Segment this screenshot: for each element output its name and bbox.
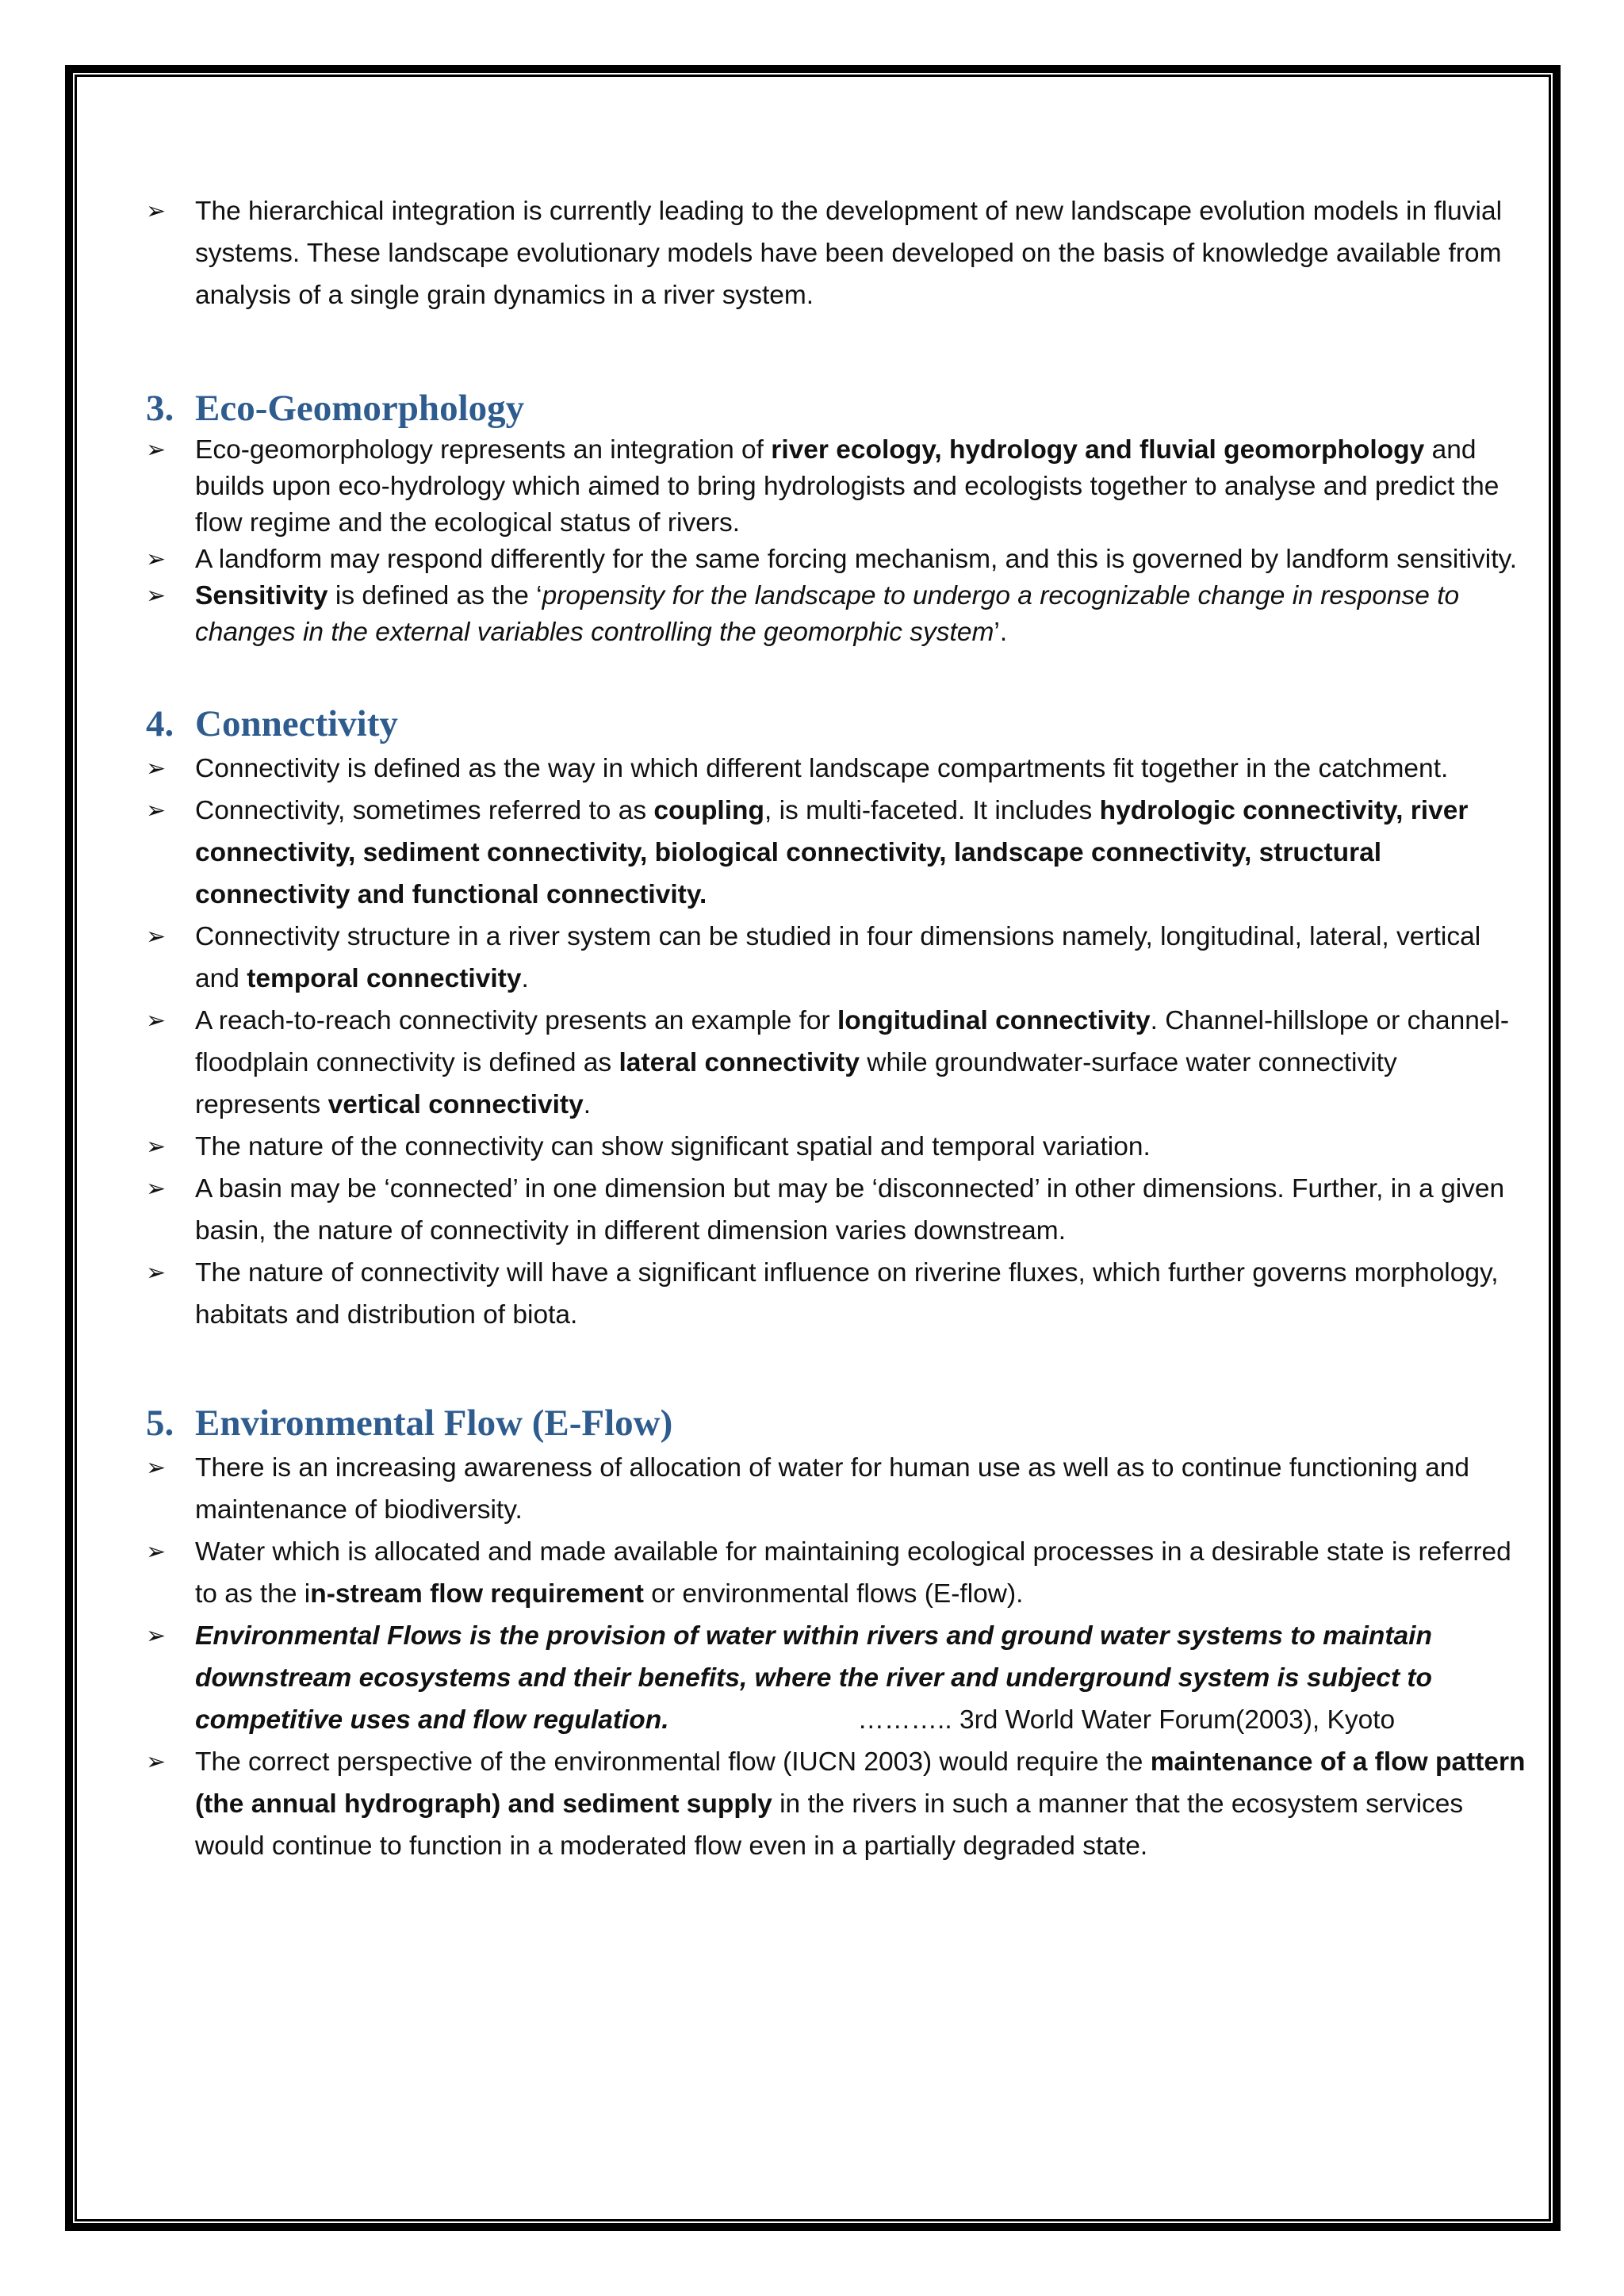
section-heading-environmental-flow: 5. Environmental Flow (E-Flow) (146, 1402, 673, 1444)
arrowhead-bullet-icon: ➢ (146, 436, 167, 464)
list-item: ➢ The correct perspective of the environmental flow (IUCN 2003) would require the maintenance of a flow pattern (the annual hydrograph) and sediment supply in the rivers in such a manner that the ecosystem services would continue to function in a moderated flow even in a partially degraded state. (146, 1741, 1530, 1867)
list-item: ➢ Connectivity, sometimes referred to as coupling, is multi-faceted. It includes hydrologic connectivity, river connectivity, sediment connectivity, biological connectivity, landscape connectivity, structural connectivity and functional connectivity. (146, 790, 1530, 916)
arrowhead-bullet-icon: ➢ (146, 1454, 167, 1482)
arrowhead-bullet-icon: ➢ (146, 1259, 167, 1287)
arrowhead-bullet-icon: ➢ (146, 1538, 167, 1566)
section-heading-connectivity: 4. Connectivity (146, 703, 398, 744)
arrowhead-bullet-icon: ➢ (146, 755, 167, 783)
arrowhead-bullet-icon: ➢ (146, 797, 167, 825)
arrowhead-bullet-icon: ➢ (146, 923, 167, 951)
list-item: ➢ A landform may respond differently for the same forcing mechanism, and this is governed by landform sensitivity. (146, 541, 1530, 578)
list-item: ➢ Sensitivity is defined as the ‘propensity for the landscape to undergo a recognizable change in response to changes in the external variables controlling the geomorphic system’. (146, 578, 1530, 651)
list-item: ➢ The hierarchical integration is currently leading to the development of new landscape evolution models in fluvial systems. These landscape evolutionary models have been developed on the basis of knowledge available from analysis of a single grain dynamics in a river system. (146, 190, 1530, 316)
arrowhead-bullet-icon: ➢ (146, 1748, 167, 1776)
list-item: ➢ Connectivity structure in a river system can be studied in four dimensions namely, longitudinal, lateral, vertical and temporal connectivity. (146, 916, 1530, 1000)
list-item: ➢ The nature of the connectivity can show significant spatial and temporal variation. (146, 1126, 1530, 1168)
section-heading-eco-geomorphology: 3. Eco-Geomorphology (146, 388, 525, 429)
list-item: ➢ There is an increasing awareness of allocation of water for human use as well as to continue functioning and maintenance of biodiversity. (146, 1447, 1530, 1531)
list-item: ➢ Water which is allocated and made available for maintaining ecological processes in a desirable state is referred to as the in-stream flow requirement or environmental flows (E-flow). (146, 1531, 1530, 1615)
arrowhead-bullet-icon: ➢ (146, 545, 167, 573)
document-body (146, 190, 1530, 1867)
list-item: ➢ A basin may be ‘connected’ in one dimension but may be ‘disconnected’ in other dimensions. Further, in a given basin, the nature of connectivity in different dimension varies downstream. (146, 1168, 1530, 1252)
list-item: ➢ A reach-to-reach connectivity presents an example for longitudinal connectivity. Channel-hillslope or channel-floodplain connectivity is defined as lateral connectivity while groundwater-surface water connectivity represents vertical connectivity. (146, 1000, 1530, 1126)
citation: ……….. 3rd World Water Forum(2003), Kyoto (857, 1705, 1396, 1735)
arrowhead-bullet-icon: ➢ (146, 1133, 167, 1161)
arrowhead-bullet-icon: ➢ (146, 1175, 167, 1203)
list-item: ➢ Connectivity is defined as the way in which different landscape compartments fit together in the catchment. (146, 748, 1530, 790)
list-item: ➢ Eco-geomorphology represents an integration of river ecology, hydrology and fluvial geomorphology and builds upon eco-hydrology which aimed to bring hydrologists and ecologists together to analyse and predict the flow regime and the ecological status of rivers. (146, 432, 1530, 541)
arrowhead-bullet-icon: ➢ (146, 1007, 167, 1035)
arrowhead-bullet-icon: ➢ (146, 582, 167, 610)
arrowhead-bullet-icon: ➢ (146, 1622, 167, 1650)
arrowhead-bullet-icon: ➢ (146, 197, 167, 225)
list-item: ➢ Environmental Flows is the provision of water within rivers and ground water systems to maintain downstream ecosystems and their benefits, where the river and underground system is subject to competitive uses and flow regulation. ……….. 3rd World Water Forum(2003), Kyoto (146, 1615, 1530, 1741)
list-item: ➢ The nature of connectivity will have a significant influence on riverine fluxes, which further governs morphology, habitats and distribution of biota. (146, 1252, 1530, 1336)
